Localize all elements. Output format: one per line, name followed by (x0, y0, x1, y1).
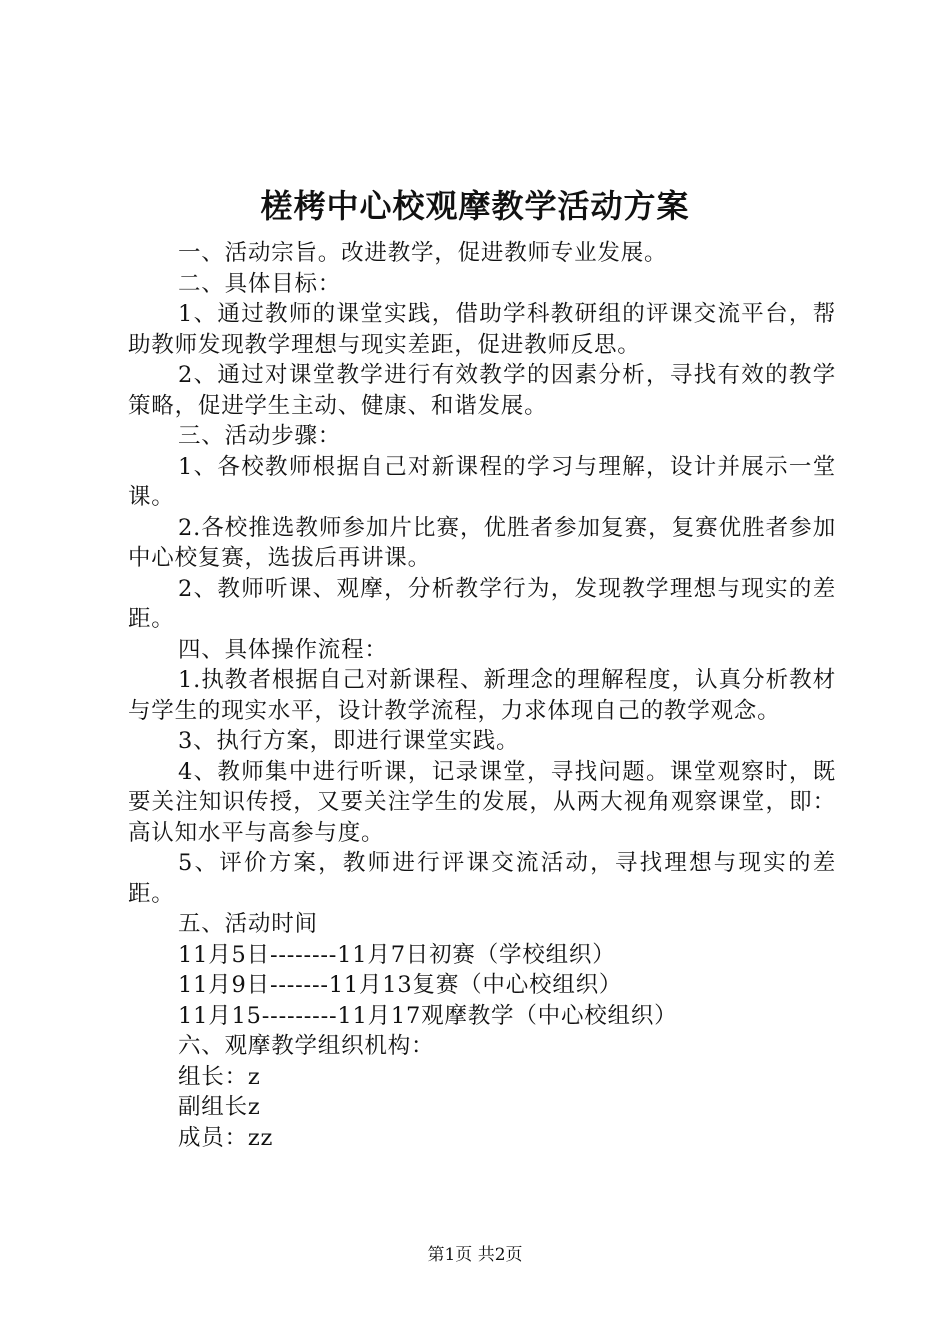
paragraph: 三、活动步骤： (178, 423, 342, 449)
paragraph: 1.执教者根据自己对新课程、新理念的理解程度，认真分析教材与学生的现实水平，设计教学流程，力求体现自己的教学观念。 (128, 667, 836, 724)
paragraph: 2.各校推选教师参加片比赛，优胜者参加复赛，复赛优胜者参加中心校复赛，选拔后再讲课。 (128, 514, 836, 571)
paragraph: 二、具体目标： (178, 270, 342, 297)
paragraph: 2、教师听课、观摩，分析教学行为，发现教学理想与现实的差距。 (128, 575, 836, 632)
paragraph: 五、活动时间 (178, 911, 318, 937)
document-body (128, 238, 836, 1153)
paragraph: 四、具体操作流程： (178, 636, 388, 663)
document-title: 槎栲中心校观摩教学活动方案 (260, 187, 690, 225)
paragraph: 3、执行方案，即进行课堂实践。 (178, 728, 520, 754)
schedule-line: 11月9日-------11月13复赛（中心校组织） (178, 972, 623, 998)
org-leader: 组长：z (178, 1063, 261, 1090)
paragraph: 1、各校教师根据自己对新课程的学习与理解，设计并展示一堂课。 (128, 453, 836, 510)
org-members: 成员：zz (178, 1124, 274, 1151)
page-number-footer: 第1页 共2页 (427, 1245, 523, 1265)
org-heading: 六、观摩教学组织机构： (178, 1033, 435, 1059)
paragraph: 2、通过对课堂教学进行有效教学的因素分析，寻找有效的教学策略，促进学生主动、健康、和谐发展。 (128, 362, 836, 419)
schedule-line: 11月5日--------11月7日初赛（学校组织） (178, 941, 616, 968)
paragraph: 一、活动宗旨。改进教学，促进教师专业发展。 (178, 240, 668, 266)
paragraph: 1、通过教师的课堂实践，借助学科教研组的评课交流平台，帮助教师发现教学理想与现实差距，促进教师反思。 (128, 301, 836, 358)
paragraph: 4、教师集中进行听课，记录课堂，寻找问题。课堂观察时，既要关注知识传授，又要关注学生的发展，从两大视角观察课堂，即：高认知水平与高参与度。 (128, 758, 836, 846)
paragraph: 5、评价方案，教师进行评课交流活动，寻找理想与现实的差距。 (128, 850, 836, 907)
schedule-line: 11月15---------11月17观摩教学（中心校组织） (178, 1002, 678, 1029)
org-deputy-leader: 副组长z (178, 1094, 261, 1120)
